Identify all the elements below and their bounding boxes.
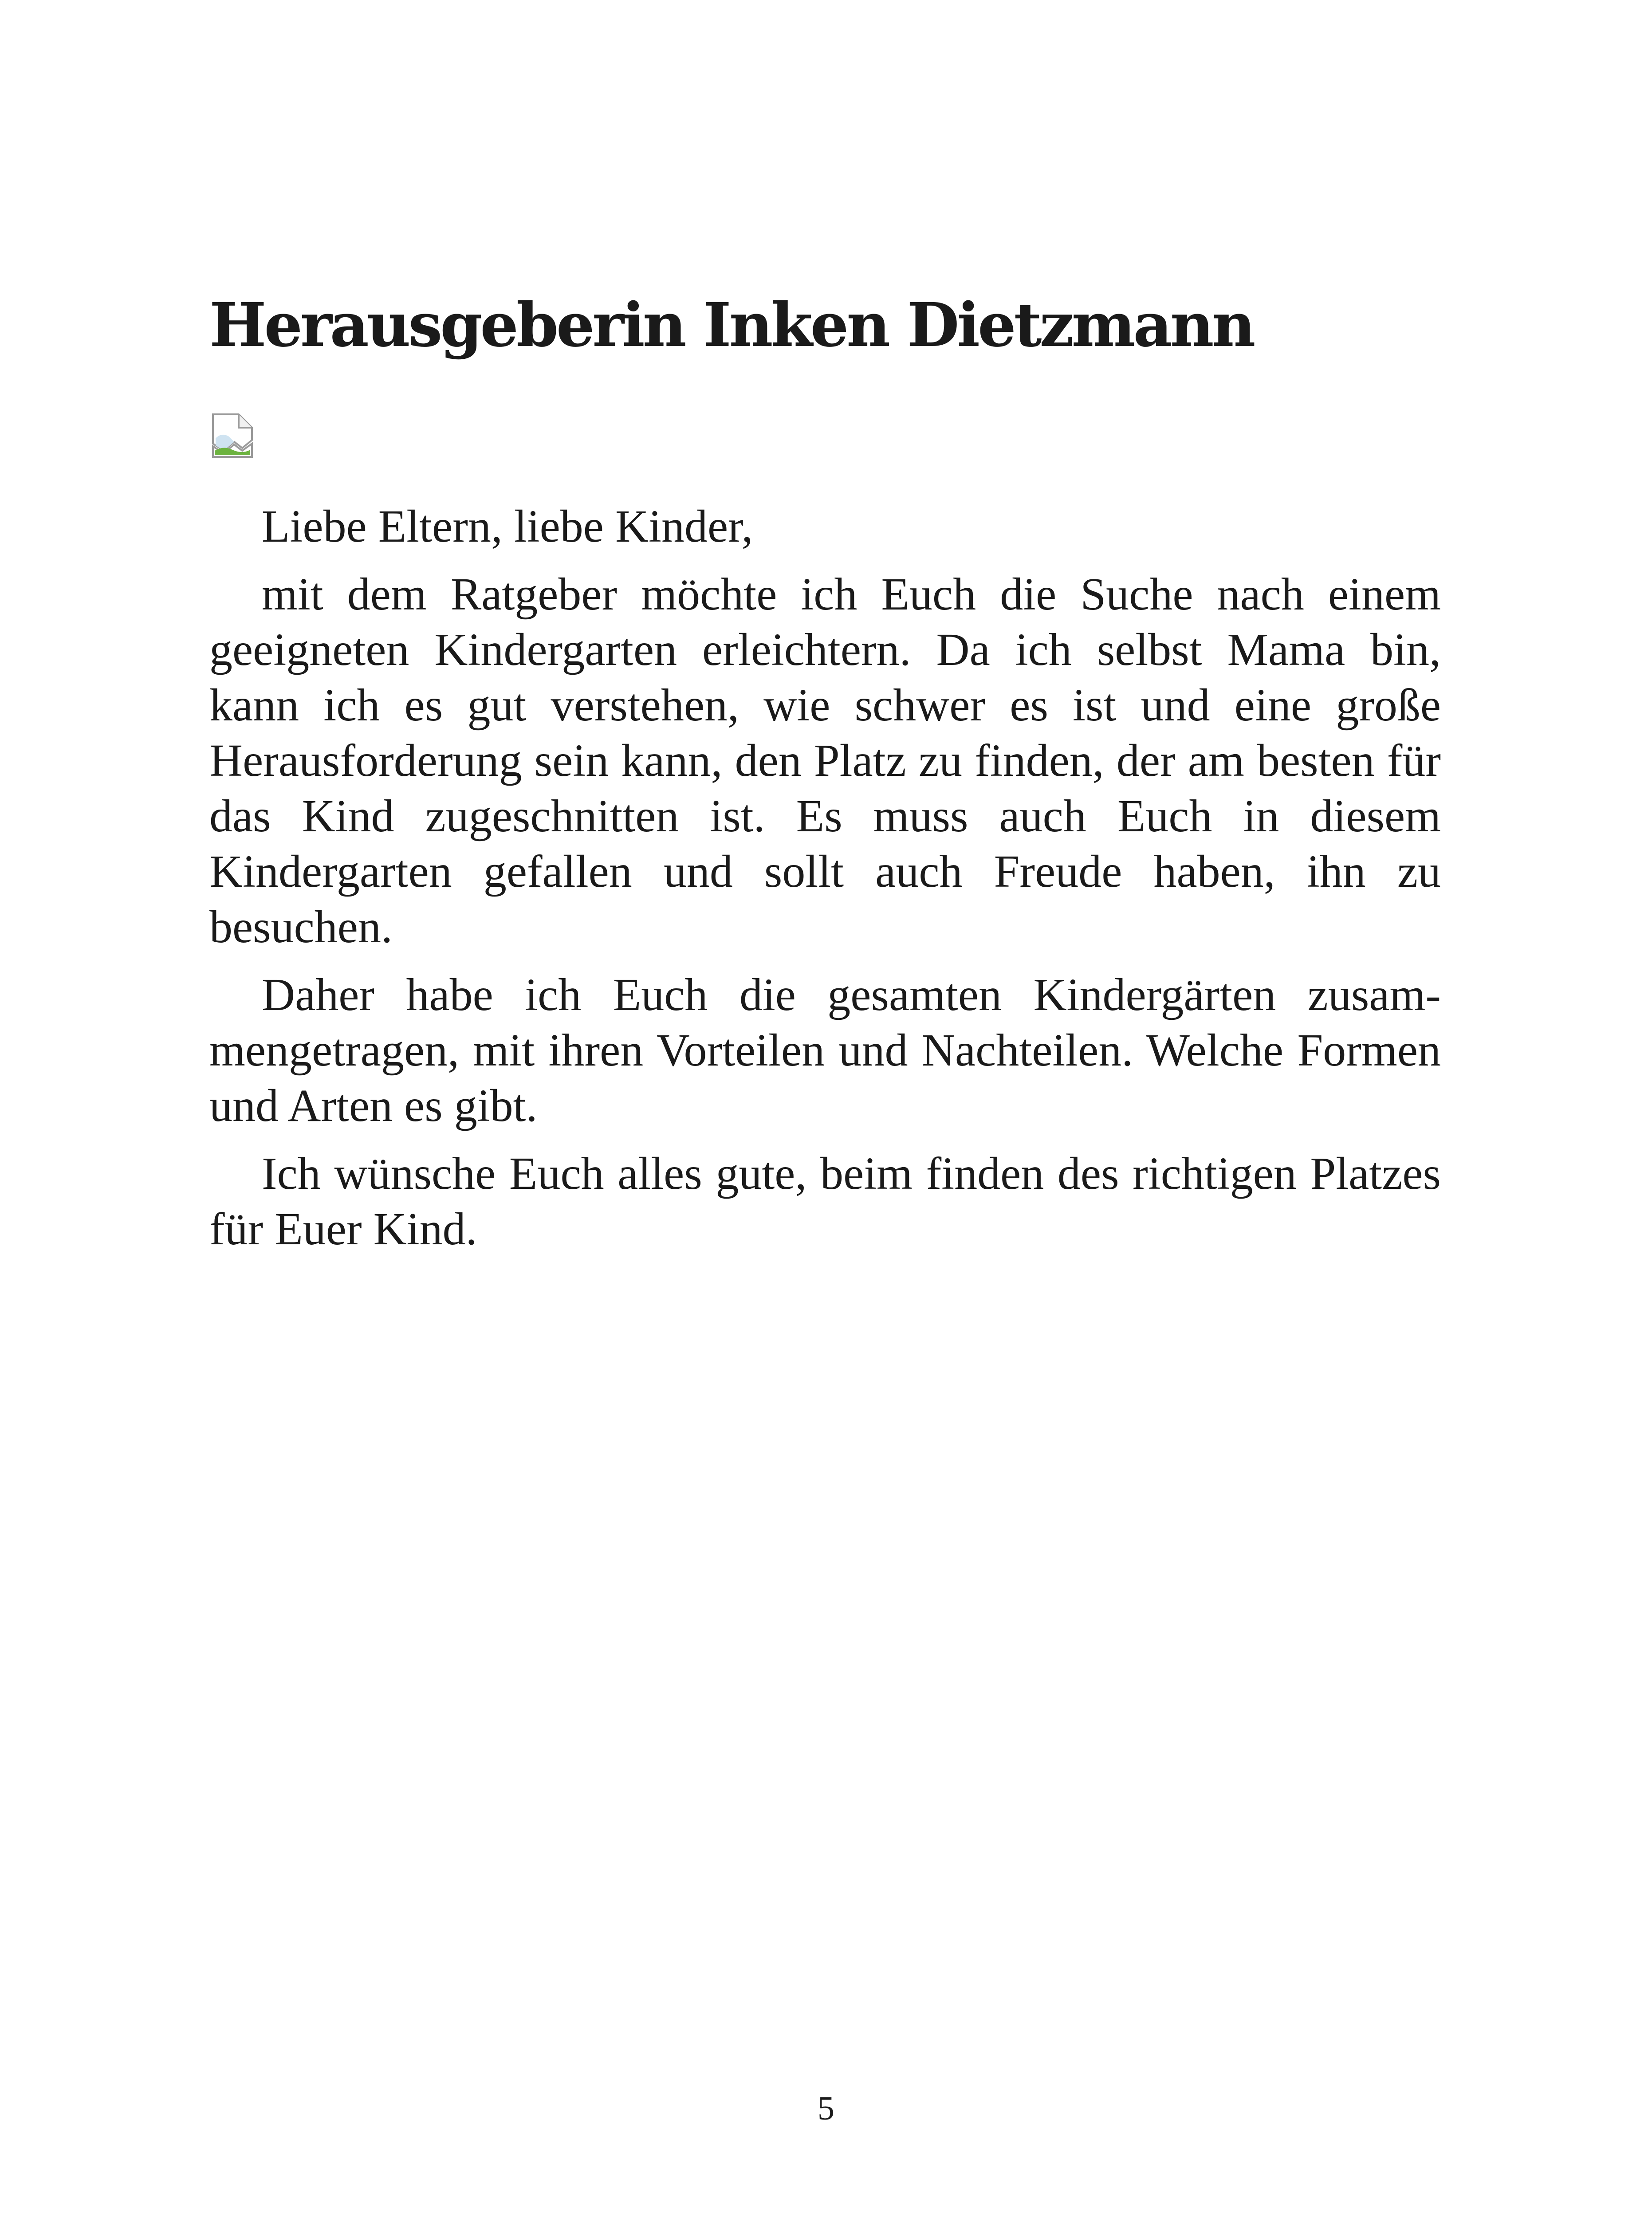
paragraph: Liebe Eltern, liebe Kinder,	[262, 501, 753, 552]
paragraph: mit dem Ratgeber möchte ich Euch die Suche nach einem geeigneten Kindergarten erleichtern. Da ich selbst Mama bin, kann ich es gut verstehen, wie schwer es ist und eine große Herausforderung sein kann, den Platz zu finden, der am besten für das Kind zugeschnitten ist. Es muss auch Euch in diesem Kindergarten gefallen und sollt auch Freude haben, ihn zu besuchen.	[209, 569, 1441, 952]
page-number: 5	[818, 2090, 834, 2127]
broken-image-icon	[211, 413, 254, 459]
page-heading: Herausgeberin Inken Dietzmann	[209, 290, 1254, 361]
paragraph: Daher habe ich Euch die gesamten Kindergärten zusammengetragen, mit ihren Vorteilen und Nachteilen. Welche Formen und Arten es gibt.	[209, 969, 1441, 1131]
body-text	[209, 499, 1441, 1269]
paragraph: Ich wünsche Euch alles gute, beim finden des richtigen Platzes für Euer Kind.	[209, 1148, 1441, 1255]
